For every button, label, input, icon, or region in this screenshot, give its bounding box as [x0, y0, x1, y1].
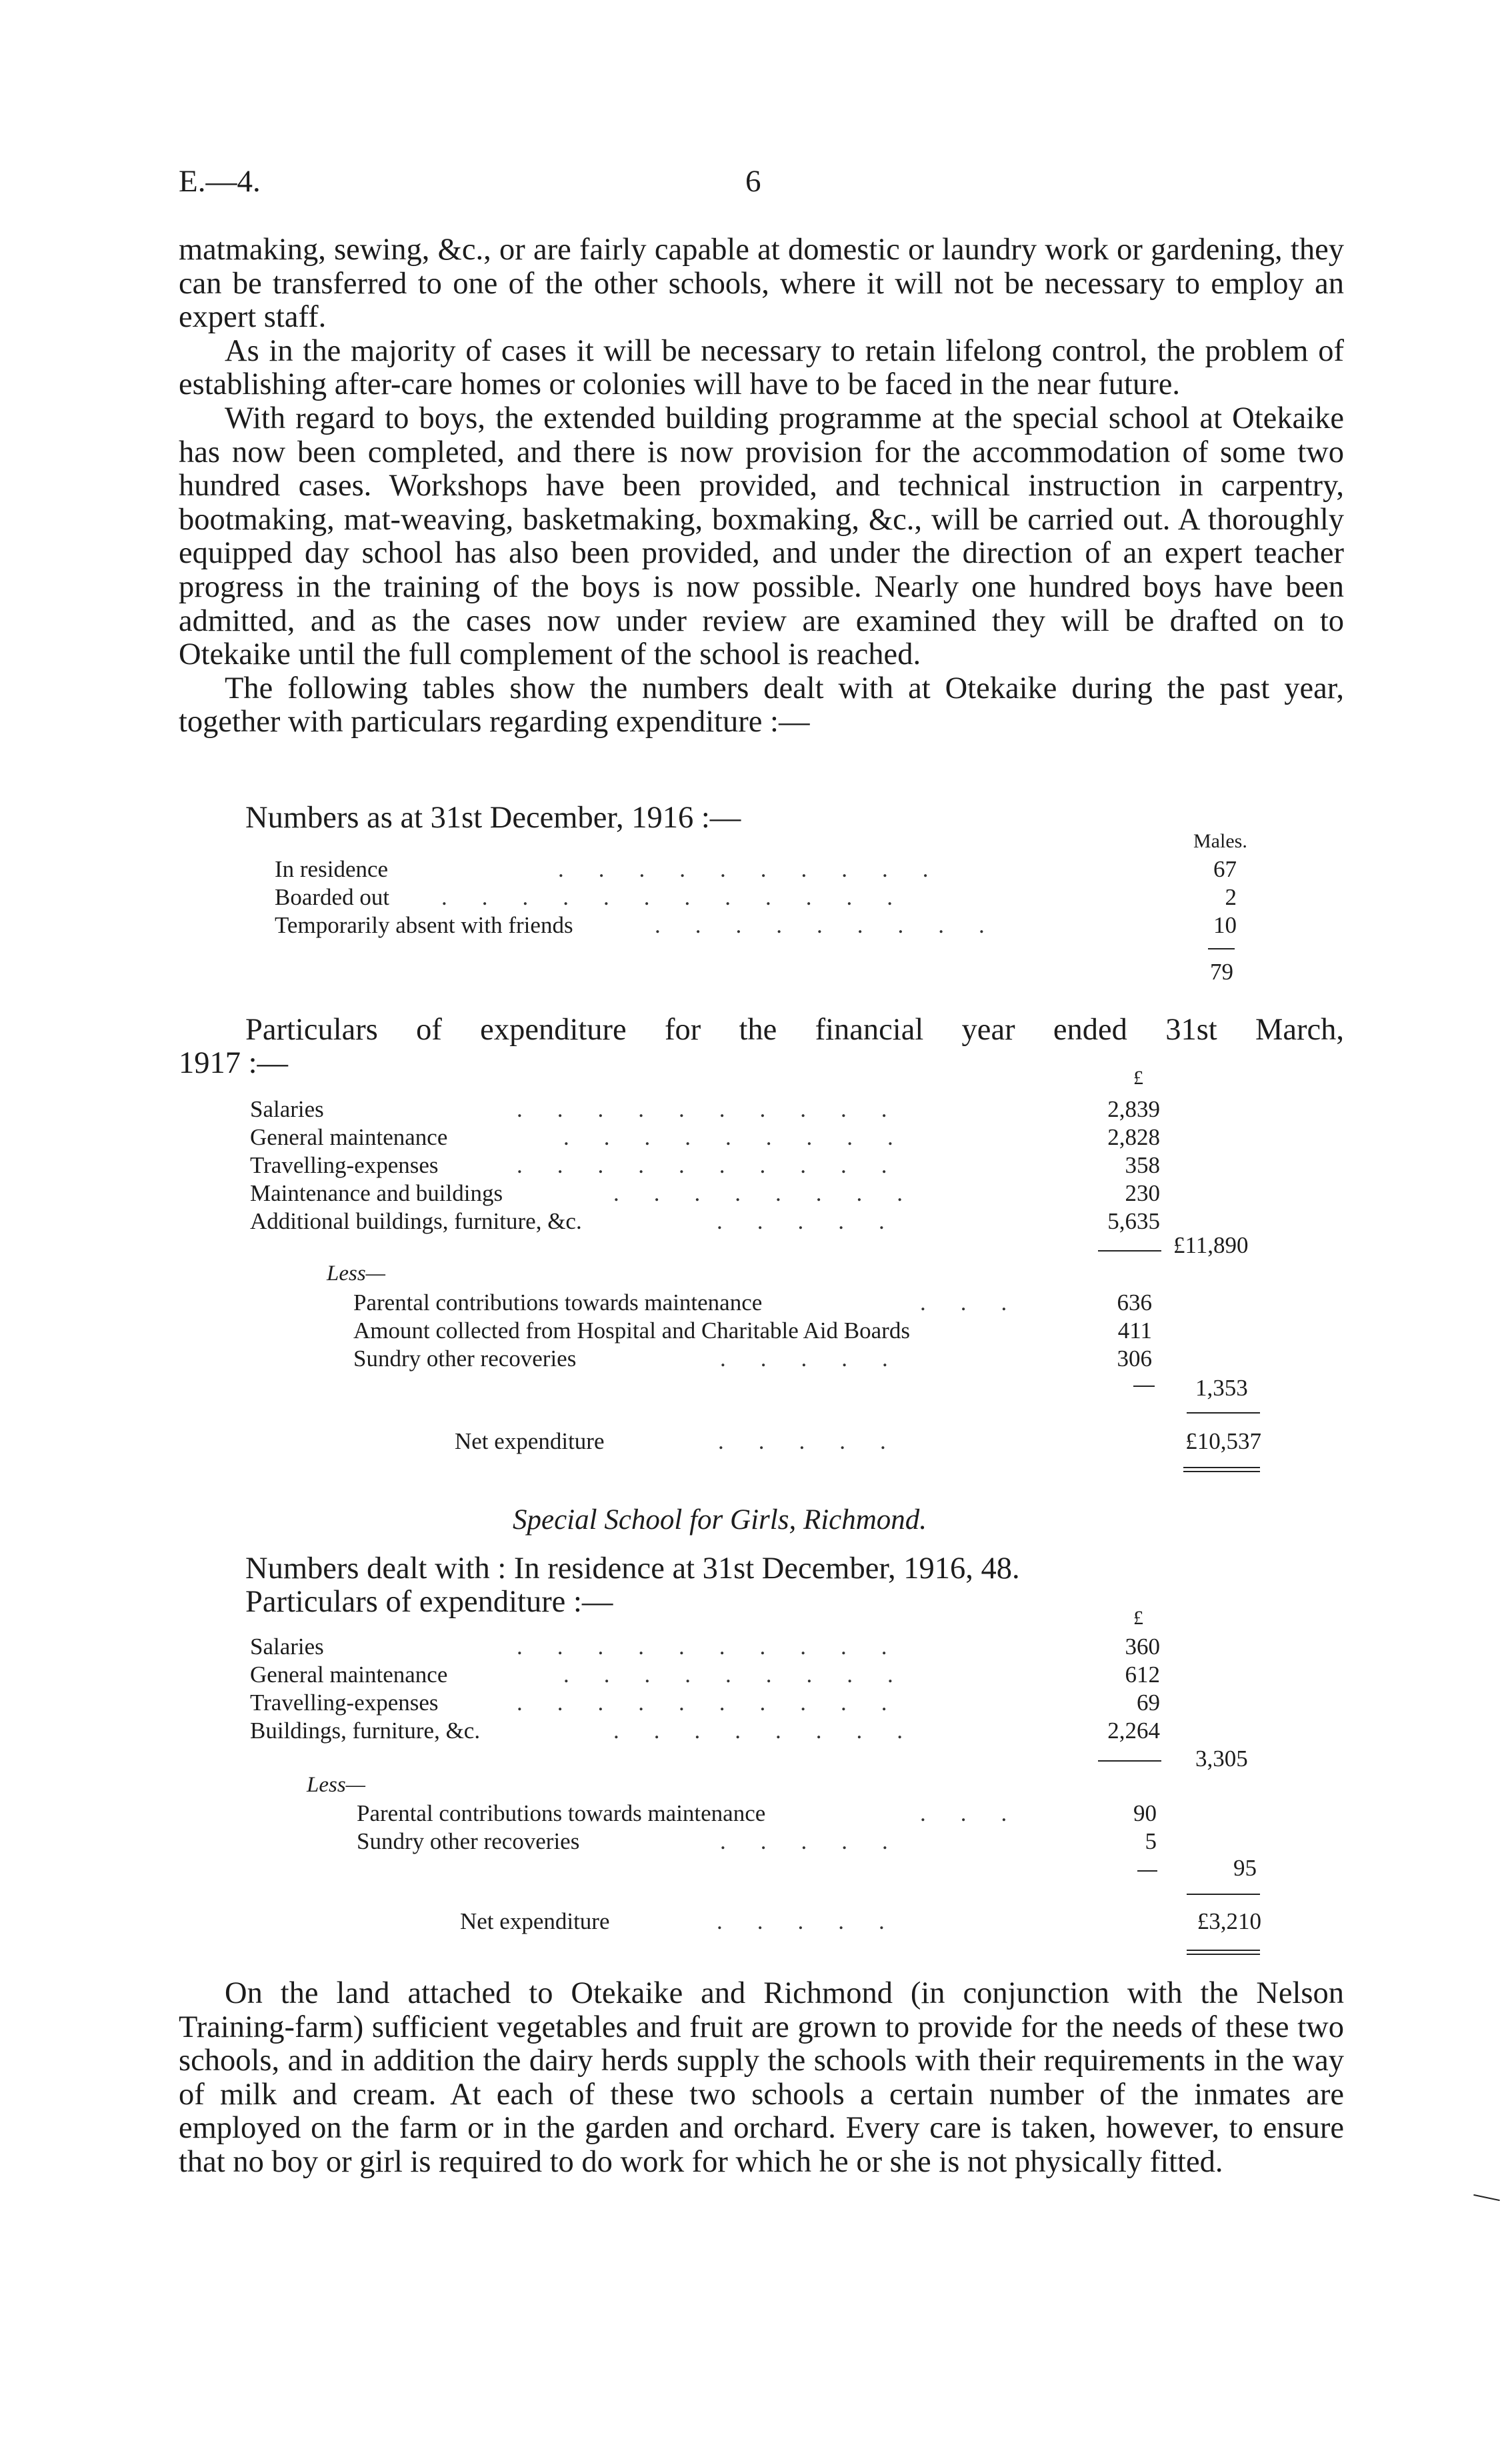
- net-total: £10,537: [1185, 1428, 1261, 1454]
- row-label: General maintenance: [250, 1124, 448, 1150]
- row-value: 2: [1225, 884, 1237, 910]
- row-label: Buildings, furniture, &c.: [250, 1718, 481, 1744]
- table-row: [353, 1316, 1152, 1346]
- row-label: Parental contributions towards maintenance: [353, 1290, 763, 1316]
- row-label: Net expenditure: [460, 1908, 610, 1934]
- double-rule: [1187, 1950, 1260, 1951]
- richmond-expenditure-heading: Particulars of expenditure :—: [245, 1585, 613, 1619]
- page-number: 6: [745, 164, 761, 199]
- subtotal-rule: [1137, 1870, 1157, 1872]
- table-row: Boarded out ............ 2: [275, 883, 1245, 912]
- table-row: General maintenance ......... 612: [250, 1660, 1160, 1690]
- net-expenditure-row: Net expenditure ..... £3,210: [460, 1907, 1261, 1936]
- row-value: 358: [1125, 1152, 1160, 1178]
- row-value: 306: [1117, 1346, 1152, 1372]
- row-label: Temporarily absent with friends: [275, 912, 573, 938]
- row-label: General maintenance: [250, 1662, 448, 1688]
- row-value: 2,264: [1107, 1718, 1160, 1744]
- net-total: £3,210: [1197, 1908, 1261, 1934]
- double-rule: [1183, 1467, 1260, 1468]
- intro-text: [179, 233, 1344, 739]
- less-label: Less—: [327, 1262, 386, 1286]
- males-column-header: Males.: [1193, 830, 1247, 852]
- table-row: General maintenance ......... 2,828: [250, 1123, 1160, 1152]
- row-value: 5: [1145, 1828, 1157, 1854]
- table-row: Parental contributions towards maintenance ... 90: [357, 1799, 1157, 1828]
- row-value: 2,828: [1107, 1124, 1160, 1150]
- row-value: 230: [1125, 1180, 1160, 1206]
- row-value: 5,635: [1107, 1208, 1160, 1234]
- subtotal-rule: [1098, 1250, 1161, 1252]
- row-label: Amount collected from Hospital and Charitable Aid Boards: [353, 1318, 910, 1344]
- row-label: Maintenance and buildings: [250, 1180, 503, 1206]
- table-row: Sundry other recoveries ..... 306: [353, 1344, 1152, 1374]
- row-label: Additional buildings, furniture, &c.: [250, 1208, 582, 1234]
- row-label: Travelling-expenses: [250, 1152, 439, 1178]
- expenditure-heading-year: 1917 :—: [179, 1046, 289, 1080]
- gross-total: £11,890: [1173, 1232, 1249, 1258]
- row-label: Parental contributions towards maintenance: [357, 1800, 766, 1826]
- document-reference: E.—4.: [179, 164, 261, 199]
- row-label: Salaries: [250, 1096, 324, 1122]
- row-value: 612: [1125, 1662, 1160, 1688]
- row-value: 636: [1117, 1290, 1152, 1316]
- subtotal-rule: [1133, 1386, 1155, 1387]
- deductions-total: 1,353: [1195, 1375, 1248, 1401]
- paragraph: With regard to boys, the extended building programme at the special school at Otekaike has now been completed, and there is now provision for the accommodation of some two hundred cases. Workshops have been provided, and technical instruction in carpentry, bootmaking, mat-weaving, basketmaking, boxmaking, &c., will be carried out. A thoroughly equipped day school has also been provided, and under the direction of an expert teacher progress in the training of the boys is now possible. Nearly one hundred boys have been admitted, and as the cases now under review are examined they will be drafted on to Otekaike until the full complement of the school is reached.: [179, 401, 1344, 672]
- double-rule: [1183, 1471, 1260, 1472]
- row-label: Salaries: [250, 1634, 324, 1660]
- table-row: Travelling-expenses .......... 69: [250, 1688, 1160, 1718]
- row-value: 2,839: [1107, 1096, 1160, 1122]
- double-rule: [1187, 1954, 1260, 1955]
- row-value: 10: [1213, 912, 1237, 938]
- currency-header: £: [1133, 1067, 1143, 1089]
- table-row: Salaries .......... 2,839: [250, 1095, 1160, 1124]
- paragraph: On the land attached to Otekaike and Richmond (in conjunction with the Nelson Training-farm) sufficient vegetables and fruit are grown to provide for the needs of these two schools, and in addition the dairy herds supply the schools with their requirements in the way of milk and cream. At each of these two schools a certain number of the inmates are employed on the farm or in the garden and orchard. Every care is taken, however, to ensure that no boy or girl is required to do work for which he or she is not physically fitted.: [179, 1976, 1344, 2179]
- total-rule: [1208, 948, 1235, 949]
- table-row: Salaries .......... 360: [250, 1632, 1160, 1662]
- expenditure-heading: Particulars of expenditure for the financial year ended 31st March,: [245, 1013, 1344, 1047]
- closing-text: [179, 1977, 1344, 2180]
- row-value: 360: [1125, 1634, 1160, 1660]
- row-label: Sundry other recoveries: [357, 1828, 580, 1854]
- row-value: 411: [1117, 1318, 1152, 1344]
- total-rule: [1187, 1412, 1260, 1414]
- paragraph: The following tables show the numbers dealt with at Otekaike during the past year, together with particulars regarding expenditure :—: [179, 671, 1344, 739]
- row-value: 90: [1133, 1800, 1157, 1826]
- table-row: Parental contributions towards maintenance ... 636: [353, 1288, 1152, 1318]
- row-value: 69: [1137, 1690, 1160, 1716]
- row-label: Net expenditure: [455, 1428, 605, 1454]
- row-label: Travelling-expenses: [250, 1690, 439, 1716]
- paragraph: As in the majority of cases it will be necessary to retain lifelong control, the problem of establishing after-care homes or colonies will have to be faced in the near future.: [179, 333, 1344, 402]
- paragraph: matmaking, sewing, &c., or are fairly capable at domestic or laundry work or gardening, they can be transferred to one of the other schools, where it will not be necessary to employ an expert staff.: [179, 233, 1344, 335]
- total-rule: [1187, 1894, 1260, 1895]
- deductions-total: 95: [1233, 1855, 1257, 1881]
- table-row: Buildings, furniture, &c. ........ 2,264: [250, 1716, 1160, 1746]
- table-row: Maintenance and buildings ........ 230: [250, 1179, 1160, 1208]
- row-label: Boarded out: [275, 884, 390, 910]
- less-label: Less—: [307, 1773, 366, 1797]
- richmond-title: Special School for Girls, Richmond.: [513, 1504, 927, 1536]
- table-row: Temporarily absent with friends ......... 10: [275, 911, 1245, 940]
- subtotal-rule: [1098, 1760, 1161, 1762]
- numbers-heading: Numbers as at 31st December, 1916 :—: [245, 801, 741, 835]
- currency-header: £: [1133, 1607, 1143, 1629]
- table-row: Additional buildings, furniture, &c. ..... 5,635: [250, 1207, 1160, 1236]
- numbers-total: 79: [1210, 959, 1233, 985]
- row-label: Sundry other recoveries: [353, 1346, 577, 1372]
- table-row: Travelling-expenses .......... 358: [250, 1151, 1160, 1180]
- gross-total: 3,305: [1195, 1746, 1248, 1772]
- table-row: In residence .......... 67: [275, 855, 1245, 884]
- row-value: 67: [1213, 856, 1237, 882]
- net-expenditure-row: Net expenditure ..... £10,537: [455, 1427, 1261, 1456]
- richmond-numbers: Numbers dealt with : In residence at 31st December, 1916, 48.: [245, 1552, 1020, 1586]
- margin-mark: [1473, 2194, 1500, 2201]
- table-row: Sundry other recoveries ..... 5: [357, 1827, 1157, 1856]
- row-label: In residence: [275, 856, 389, 882]
